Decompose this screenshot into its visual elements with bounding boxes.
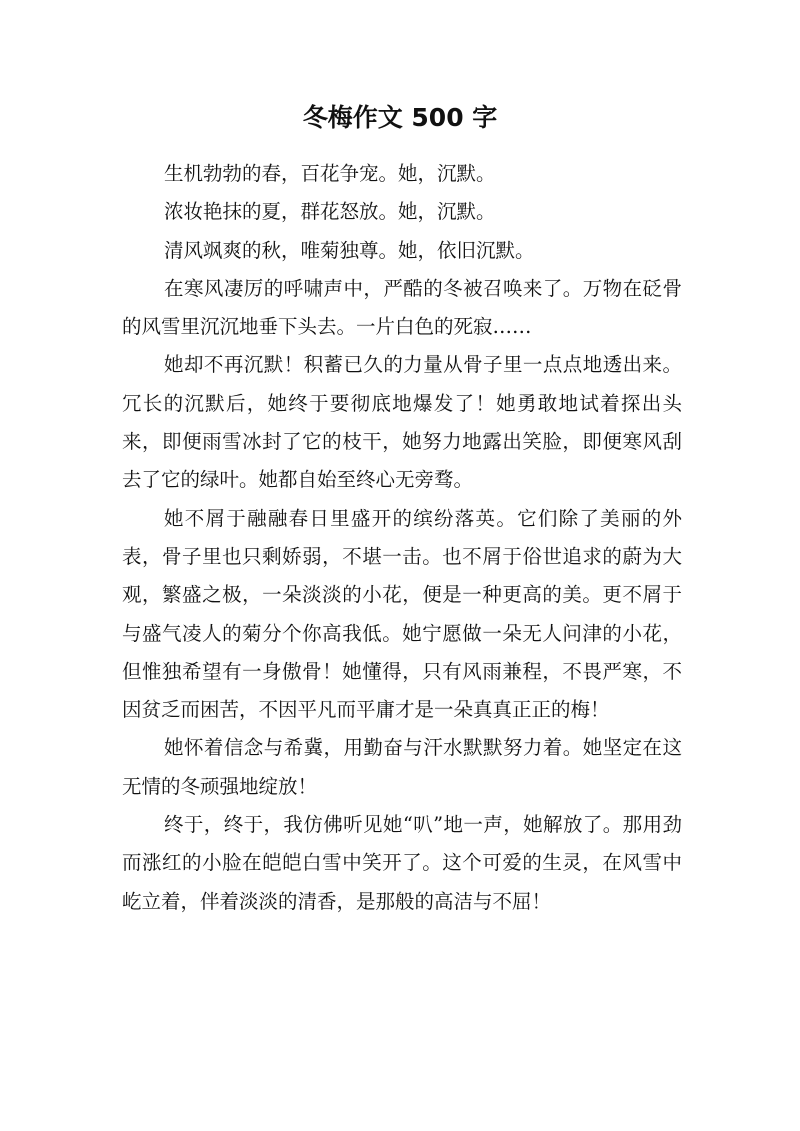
document-title: 冬梅作文 500 字 (302, 103, 498, 132)
paragraph-4: 在寒风凄厉的呼啸声中，严酷的冬被召唤来了。万物在砭骨的风雪里沉沉地垂下头去。一片白色的死寂…… (122, 276, 682, 339)
paragraph-3: 清风飒爽的秋，唯菊独尊。她，依旧沉默。 (164, 238, 535, 262)
paragraph-6: 她不屑于融融春日里盛开的缤纷落英。它们除了美丽的外表，骨子里也只剩娇弱，不堪一击。也不屑于俗世追求的蔚为大观，繁盛之极，一朵淡淡的小花，便是一种更高的美。更不屑于与盛气凌人的菊分个你高我低。她宁愿做一朵无人问津的小花，但惟独希望有一身傲骨！她懂得，只有风雨兼程，不畏严寒，不因贫乏而困苦，不因平凡而平庸才是一朵真真正正的梅！ (122, 506, 682, 722)
document-body (122, 155, 682, 921)
paragraph-7: 她怀着信念与希冀，用勤奋与汗水默默努力着。她坚定在这无情的冬顽强地绽放！ (122, 736, 682, 798)
paragraph-1: 生机勃勃的春，百花争宠。她，沉默。 (164, 162, 496, 185)
paragraph-2: 浓妆艳抹的夏，群花怒放。她，沉默。 (164, 200, 496, 224)
paragraph-5: 她却不再沉默！积蓄已久的力量从骨子里一点点地透出来。冗长的沉默后，她终于要彻底地爆发了！她勇敢地试着探出头来，即便雨雪冰封了它的枝干，她努力地露出笑脸，即便寒风刮去了它的绿叶。她都自始至终心无旁骛。 (122, 353, 682, 492)
paragraph-8: 终于，终于，我仿佛听见她“叭”地一声，她解放了。那用劲而涨红的小脸在皑皑白雪中笑开了。这个可爱的生灵，在风雪中屹立着，伴着淡淡的清香，是那般的高洁与不屈！ (122, 813, 682, 913)
